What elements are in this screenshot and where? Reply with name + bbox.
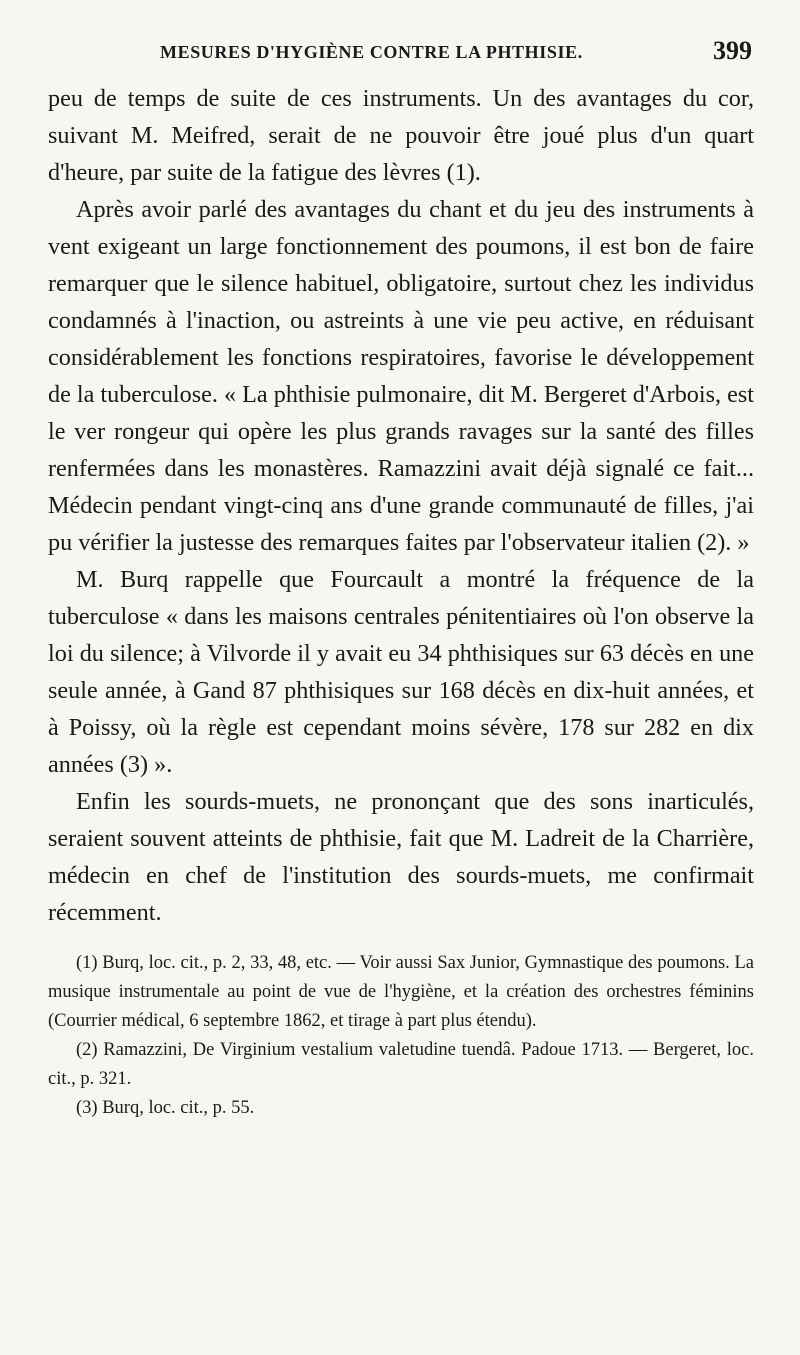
paragraph: Enfin les sourds-muets, ne prononçant que des sons inarticulés, seraient souvent atteints de phthisie, fait que M. Ladreit de la Charrière, médecin en chef de l'institution des sourds-muets, me confirmait récemment.	[48, 788, 754, 926]
footnote: (1) Burq, loc. cit., p. 2, 33, 48, etc. — Voir aussi Sax Junior, Gymnastique des poumons. La musique instrumentale au point de vue de l'hygiène, et la création des orchestres féminins (Courrier médical, 6 septembre 1862, et tirage à part plus étendu).	[48, 953, 754, 1031]
running-title: MESURES D'HYGIÈNE CONTRE LA PHTHISIE.	[160, 42, 583, 62]
paragraph: peu de temps de suite de ces instruments. Un des avantages du cor, suivant M. Meifred, serait de ne pouvoir être joué plus d'un quart d'heure, par suite de la fatigue des lèvres (1).	[48, 85, 754, 186]
body-text	[48, 80, 754, 931]
paragraph: M. Burq rappelle que Fourcault a montré la fréquence de la tuberculose « dans les maisons centrales pénitentiaires où l'on observe la loi du silence; à Vilvorde il y avait eu 34 phthisiques sur 63 décès en une seule année, à Gand 87 phthisiques sur 168 décès en dix-huit années, et à Poissy, où la règle est cependant moins sévère, 178 sur 282 en dix années (3) ».	[48, 566, 754, 778]
page-number: 399	[713, 36, 752, 65]
footnote: (3) Burq, loc. cit., p. 55.	[76, 1098, 255, 1118]
footnotes	[48, 949, 754, 1123]
footnote: (2) Ramazzini, De Virginium vestalium valetudine tuendâ. Padoue 1713. — Bergeret, loc. cit., p. 321.	[48, 1040, 754, 1089]
paragraph: Après avoir parlé des avantages du chant et du jeu des instruments à vent exigeant un large fonctionnement des poumons, il est bon de faire remarquer que le silence habituel, obligatoire, surtout chez les individus condamnés à l'inaction, ou astreints à une vie peu active, en réduisant considérablement les fonctions respiratoires, favorise le développement de la tuberculose. « La phthisie pulmonaire, dit M. Bergeret d'Arbois, est le ver rongeur qui opère les plus grands ravages sur la santé des filles renfermées dans les monastères. Ramazzini avait déjà signalé ce fait... Médecin pendant vingt-cinq ans d'une grande communauté de filles, j'ai pu vérifier la justesse des remarques faites par l'observateur italien (2). »	[48, 196, 754, 556]
page-header	[48, 36, 754, 80]
